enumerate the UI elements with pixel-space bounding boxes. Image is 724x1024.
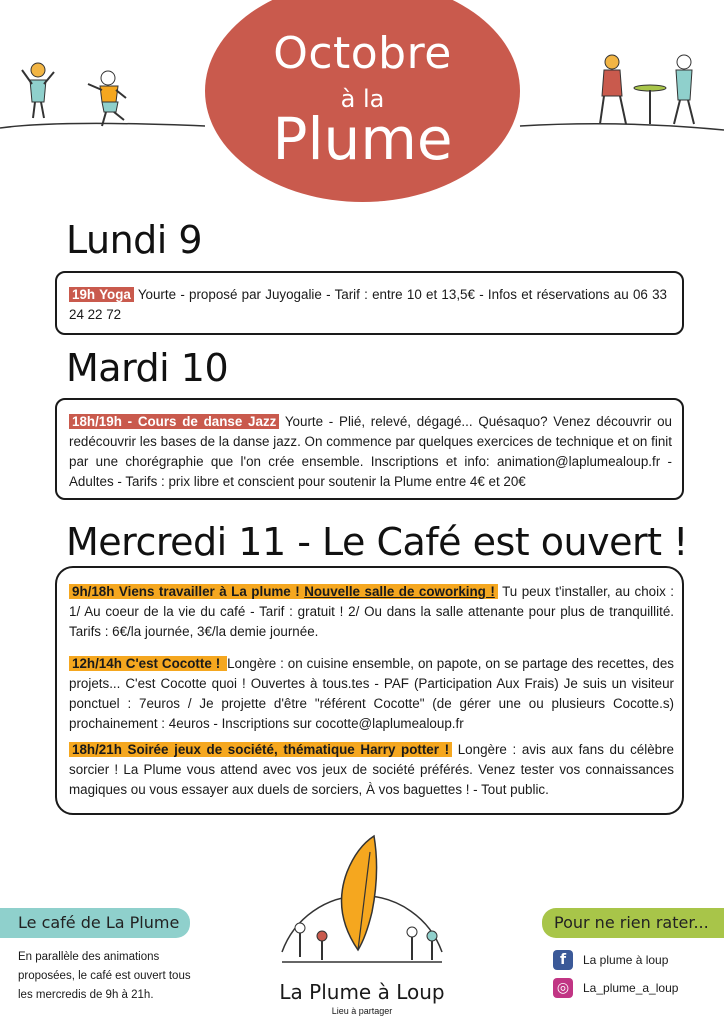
lundi-text: Yourte - proposé par Juyogalie - Tarif : entre 10 et 13,5€ - Infos et réservations au 06 33 24 22 72 xyxy=(69,287,667,322)
instagram-label: La_plume_a_loup xyxy=(583,981,679,995)
lundi-tag: 19h Yoga xyxy=(69,287,134,302)
mardi-text: Yourte - Plié, relevé, dégagé... Quésaquo? Venez découvrir ou redécouvrir les bases de la danse jazz. On commence par quelques exercices de technique et on finit par une chorégraphie que l'on crée ensemble. Inscriptions et info: animation@laplumealoup.fr - Adultes - Tarifs : prix libre et conscient pour soutenir la Plume entre 4€ et 20€ xyxy=(69,414,672,489)
header-title-line3: Plume xyxy=(272,105,453,173)
mardi-event xyxy=(69,412,672,492)
cafe-scene-icon xyxy=(600,55,694,124)
mercredi-event-2-text: Longère : on cuisine ensemble, on papote, on se partage des recettes, des projets... C'est Cocotte quoi ! Ouvertes à tous.tes - PAF (Participation Aux Frais) Je suis un visiteur ponctuel : 7euros / Je projette d'être "référent Cocotte" (de gérer une ou plusieurs Cocotte.s) prochainement : 4euros - Inscriptions sur cocotte@laplumealoup.fr xyxy=(69,656,674,731)
mercredi-event-3 xyxy=(69,740,674,800)
logo-sub: Lieu à partager xyxy=(331,1006,393,1016)
facebook-icon: f xyxy=(553,950,573,970)
facebook-link[interactable] xyxy=(553,950,668,970)
follow-title: Pour ne rien rater... xyxy=(554,913,709,932)
instagram-icon: ◎ xyxy=(553,978,573,998)
header-title-line1: Octobre xyxy=(273,28,452,79)
mercredi-box xyxy=(55,566,684,815)
ground-line-right xyxy=(520,124,724,130)
lundi-box xyxy=(55,271,684,335)
instagram-link[interactable] xyxy=(553,978,678,998)
header-title-line2: à la xyxy=(340,85,385,113)
logo-illustration-icon xyxy=(262,832,462,982)
mercredi-event-2-tag: 12h/14h C'est Cocotte ! xyxy=(69,656,227,671)
mercredi-event-3-tag: 18h/21h Soirée jeux de société, thématique Harry potter ! xyxy=(69,742,452,757)
mercredi-title: Mercredi 11 - Le Café est ouvert ! xyxy=(66,520,688,564)
mercredi-event-1-tag-b: Nouvelle salle de coworking ! xyxy=(304,584,495,599)
mercredi-event-1 xyxy=(69,582,674,642)
cafe-title-pill xyxy=(0,908,190,938)
mardi-title: Mardi 10 xyxy=(66,346,229,390)
mercredi-event-1-text: Tu peux t'installer, au choix : 1/ Au coeur de la vie du café - Tarif : gratuit ! 2/ Ou dans la salle attenante pour plus de tranquillité. Tarifs : 6€/la journée, 3€/la demie journée. xyxy=(69,584,674,639)
mercredi-event-3-text: Longère : avis aux fans du célèbre sorcier ! La Plume vous attend avec vos jeux de société préférés. Venez tester vos connaissances magiques ou vous essayer aux duels de sorciers, À vos baguettes ! - Tout public. xyxy=(69,742,674,797)
mercredi-event-1-tag-a: 9h/18h Viens travailler à La plume ! xyxy=(72,584,305,599)
child-figure-1-icon xyxy=(22,63,54,118)
cafe-text: En parallèle des animations proposées, le café est ouvert tous les mercredis de 9h à 21h. xyxy=(18,951,191,1001)
lundi-title: Lundi 9 xyxy=(66,218,203,262)
facebook-label: La plume à loup xyxy=(583,953,669,967)
mercredi-event-1-tag xyxy=(69,584,498,599)
logo xyxy=(262,832,462,1024)
follow-title-pill xyxy=(542,908,724,938)
mardi-tag: 18h/19h - Cours de danse Jazz xyxy=(69,414,279,429)
cafe-title: Le café de La Plume xyxy=(18,913,180,932)
mercredi-event-2 xyxy=(69,654,674,734)
child-figure-2-icon xyxy=(88,71,126,126)
logo-name: La Plume à Loup xyxy=(279,980,445,1004)
lundi-event xyxy=(69,285,667,325)
mardi-box xyxy=(55,398,684,500)
